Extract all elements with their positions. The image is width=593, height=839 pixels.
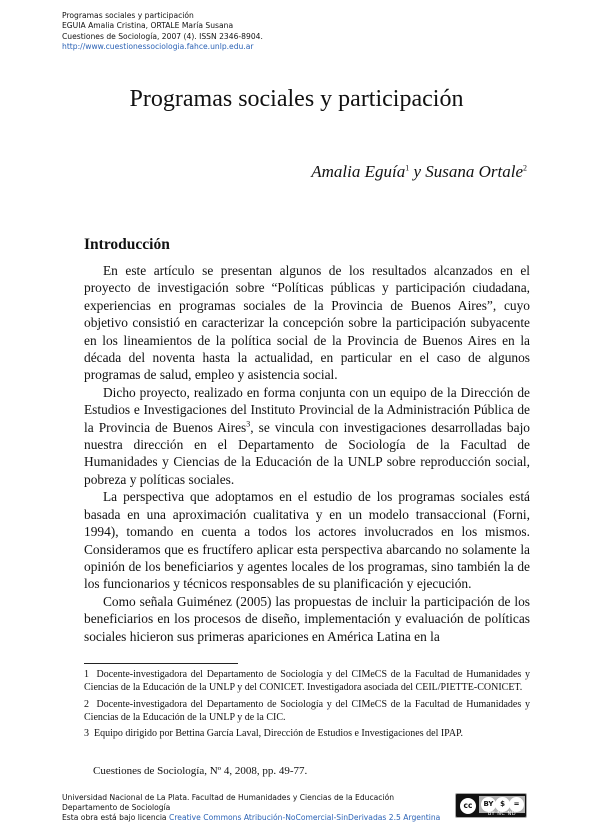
footnote-text: Docente-investigadora del Departamento de Sociología y del CIMeCS de la Facultad de Humanidades y Ciencias de la Educación de la UNLP y de la CIC. <box>84 698 530 723</box>
footer-license-prefix: Esta obra está bajo licencia <box>62 812 170 822</box>
section-heading: Introducción <box>84 236 170 253</box>
footnote-3 <box>84 727 530 740</box>
noderivatives-icon: = <box>509 797 524 812</box>
footnotes <box>84 668 530 743</box>
paragraph-1: En este artículo se presentan algunos de los resultados alcanzados en el proyecto de investigación sobre “Políticas públicas y participación ciudadana, experiencias en programas sociales de la Provincia de Buenos Aires”, cuyo objetivo consistió en caracterizar la concepción sobre la participación subyacente en los lineamientos de la política social de la Provincia de Buenos Aires en la década del noventa hasta la actualidad, en particular en el caso de algunos programas de salud, empleo y asistencia social. <box>84 263 530 383</box>
cc-license-badge-icon[interactable] <box>455 793 527 818</box>
footnote-number: 2 <box>84 698 89 710</box>
footnote-text: Docente-investigadora del Departamento de Sociología y del CIMeCS de la Facultad de Humanidades y Ciencias de la Educación de la UNLP y del CONICET. Investigadora asociada del CEIL/PIETTE-CONICET. <box>84 669 530 694</box>
attribution-icon: BY <box>481 797 496 812</box>
footnote-mark-2[interactable]: 2 <box>523 163 527 173</box>
footnote-divider <box>84 663 238 664</box>
paragraph-2-text-b: , se vincula con investigaciones desarrolladas bajo nuestra dirección en el Departamento de Sociología de la Facultad de Humanidades y Ciencias de la Educación de la UNLP sobre reproducción social, pobreza y políticas sociales. <box>84 419 530 487</box>
header-authors: EGUIA Amalia Cristina, ORTALE María Susana <box>62 21 234 31</box>
page-footer <box>62 793 440 822</box>
footnote-number: 1 <box>84 669 89 680</box>
paragraph-3: La perspectiva que adoptamos en el estudio de los programas sociales está basada en una aproximación cualitativa y en un modelo transaccional (Forni, 1994), tomando en cuenta a todos los actores involucrados en los mismos. Consideramos que es fructífero aplicar esta perspectiva abarcando no solamente la opinión de los beneficiarios y agentes locales de los programas, sino también la de los funcionarios y técnicos responsables de su planificación y ejecución. <box>84 489 530 592</box>
badge-label: BY NC ND <box>487 811 517 817</box>
footnote-mark-1[interactable]: 1 <box>405 163 410 173</box>
paragraph-4: Como señala Guiménez (2005) las propuestas de incluir la participación de los beneficiarios en los procesos de diseño, implementación y evaluación de políticas sociales hicieron sus primeras apariciones en América Latina en la <box>84 593 530 644</box>
body-text <box>84 262 530 645</box>
author-connector: y <box>409 162 426 181</box>
license-link[interactable]: Creative Commons Atribución-NoComercial-SinDerivadas 2.5 Argentina <box>169 812 441 822</box>
paragraph-2-text-a: Dicho proyecto, realizado en forma conjunta con un equipo de la Dirección de Estudios e Investigaciones del Instituto Provincial de la Administración Pública de la Provincia de Buenos Aires <box>84 384 530 435</box>
cc-icon: cc <box>459 797 477 815</box>
footnote-mark-3[interactable]: 3 <box>246 419 251 429</box>
footnote-number: 3 <box>84 728 89 740</box>
footer-license-line <box>62 813 440 823</box>
header-url-link[interactable]: http://www.cuestionessociologia.fahce.unlp.edu.ar <box>62 42 254 52</box>
authors <box>311 162 527 182</box>
article-title: Programas sociales y participación <box>129 86 464 112</box>
footer-department: Departamento de Sociología <box>62 802 171 812</box>
footnote-2 <box>84 698 530 725</box>
journal-citation: Cuestiones de Sociología, Nº 4, 2008, pp. 49-77. <box>93 765 308 777</box>
author-1: Amalia Eguía <box>311 162 406 181</box>
noncommercial-icon: $ <box>495 797 510 812</box>
header-article-title: Programas sociales y participación <box>62 11 194 20</box>
footer-institution: Universidad Nacional de La Plata. Facultad de Humanidades y Ciencias de la Educación <box>62 793 395 802</box>
footnote-1 <box>84 668 530 695</box>
paragraph-2 <box>84 384 530 488</box>
author-2: Susana Ortale <box>425 162 523 181</box>
header-journal: Cuestiones de Sociología, 2007 (4). ISSN 2346-8904. <box>62 31 263 41</box>
footnote-text: Equipo dirigido por Bettina García Laval, Dirección de Estudios e Investigaciones del IPAP. <box>94 728 463 740</box>
page-header <box>62 11 263 53</box>
